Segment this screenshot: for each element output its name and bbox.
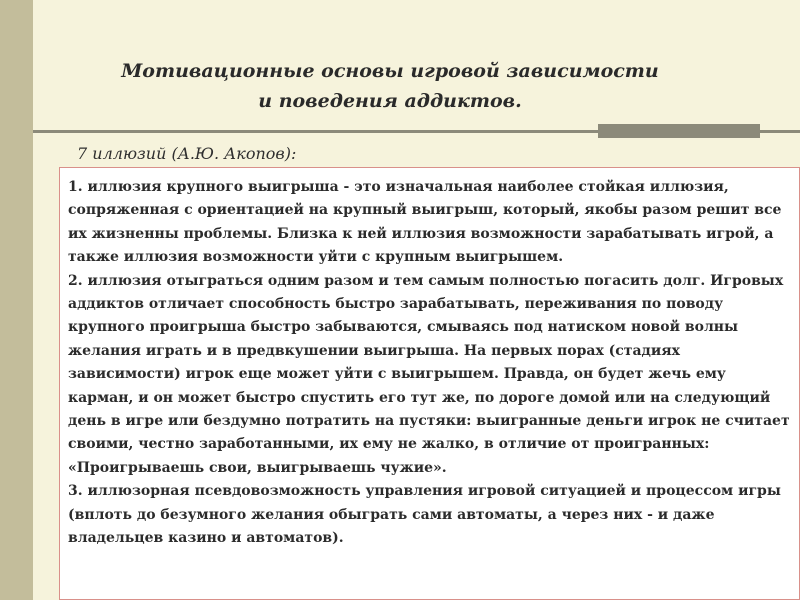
slide-subtitle: 7 иллюзий (А.Ю. Акопов):	[77, 144, 297, 163]
slide-title	[60, 56, 720, 116]
content-text	[68, 176, 796, 551]
slide-title-line-2: и поведения аддиктов.	[258, 90, 522, 112]
header-divider-block	[598, 124, 760, 138]
slide-title-line-1: Мотивационные основы игровой зависимости	[121, 60, 659, 82]
content-text-box	[59, 167, 800, 600]
side-decoration-bar	[0, 0, 33, 600]
illusion-paragraph-2: 2. иллюзия отыграться одним разом и тем самым полностью погасить долг. Игровых аддиктов отличает способность быстро зарабатывать, переживания по поводу крупного проигрыша быстро забываются, смываясь под натиском новой волны желания играть и в предвкушении выигрыша. На первых порах (стадиях зависимости) игрок еще может уйти с выигрышем. Правда, он будет жечь ему карман, и он может быстро спустить его тут же, по дороге домой или на следующий день в игре или бездумно потратить на пустяки: выигранные деньги игрок не считает своими, честно заработанными, их ему не жалко, в отличие от проигранных: «Проигрываешь свои, выигрываешь чужие».	[68, 272, 790, 476]
illusion-paragraph-3: 3. иллюзорная псевдовозможность управления игровой ситуацией и процессом игры (вплоть до безумного желания обыграть сами автоматы, а через них - и даже владельцев казино и автоматов).	[68, 483, 781, 547]
illusion-paragraph-1: 1. иллюзия крупного выигрыша - это изначальная наиболее стойкая иллюзия, сопряженная с ориентацией на крупный выигрыш, который, якобы разом решит все их жизненны проблемы. Близка к ней иллюзия возможности зарабатывать игрой, а также иллюзия возможности уйти с крупным выигрышем.	[68, 179, 782, 266]
